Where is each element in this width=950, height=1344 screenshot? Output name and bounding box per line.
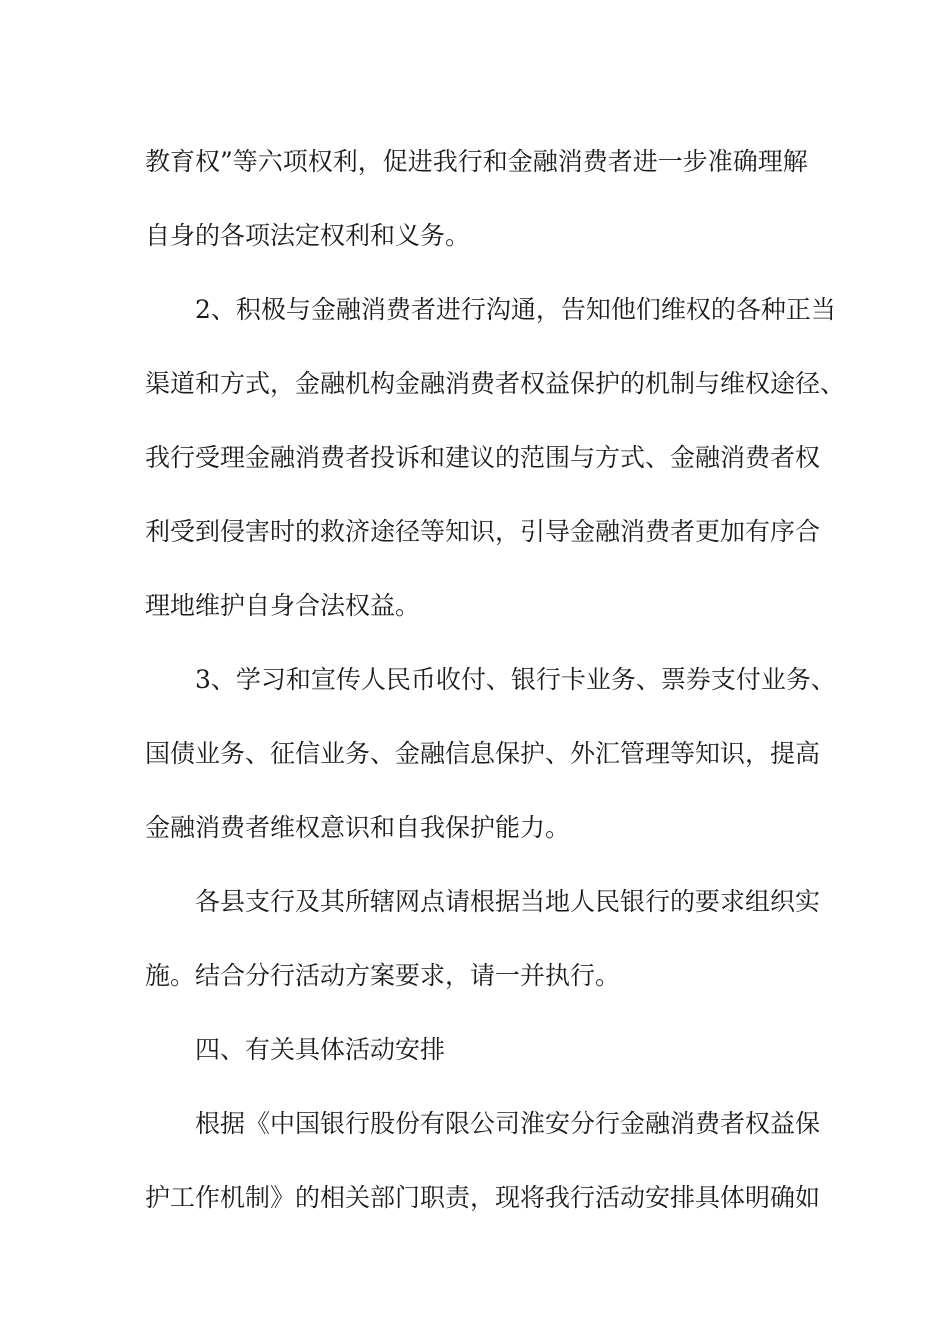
paragraph-item-3-line: 国债业务、征信业务、金融信息保护、外汇管理等知识，提高 bbox=[145, 739, 821, 768]
paragraph-arrangement-line: 护工作机制》的相关部门职责，现将我行活动安排具体明确如 bbox=[145, 1183, 821, 1212]
paragraph-branches-line: 各县支行及其所辖网点请根据当地人民银行的要求组织实 bbox=[195, 887, 821, 916]
document-body bbox=[145, 125, 846, 1235]
paragraph-item-3-line: 3、学习和宣传人民币收付、银行卡业务、票券支付业务、 bbox=[195, 665, 836, 694]
paragraph-item-2-line: 利受到侵害时的救济途径等知识，引导金融消费者更加有序合 bbox=[145, 517, 821, 546]
paragraph-item-2-line: 理地维护自身合法权益。 bbox=[145, 591, 421, 620]
paragraph-arrangement-line: 根据《中国银行股份有限公司淮安分行金融消费者权益保 bbox=[195, 1109, 821, 1138]
paragraph-item-2-line: 我行受理金融消费者投诉和建议的范围与方式、金融消费者权 bbox=[145, 443, 821, 472]
text-line-continuation: 教育权”等六项权利，促进我行和金融消费者进一步准确理解 bbox=[145, 147, 808, 176]
text-line-continuation: 自身的各项法定权利和义务。 bbox=[145, 221, 471, 250]
paragraph-item-2-line: 2、积极与金融消费者进行沟通，告知他们维权的各种正当 bbox=[195, 295, 836, 324]
paragraph-branches-line: 施。结合分行活动方案要求，请一并执行。 bbox=[145, 961, 621, 990]
paragraph-item-2-line: 渠道和方式，金融机构金融消费者权益保护的机制与维权途径、 bbox=[145, 369, 846, 398]
paragraph-item-3-line: 金融消费者维权意识和自我保护能力。 bbox=[145, 813, 571, 842]
section-heading: 四、有关具体活动安排 bbox=[195, 1035, 446, 1064]
